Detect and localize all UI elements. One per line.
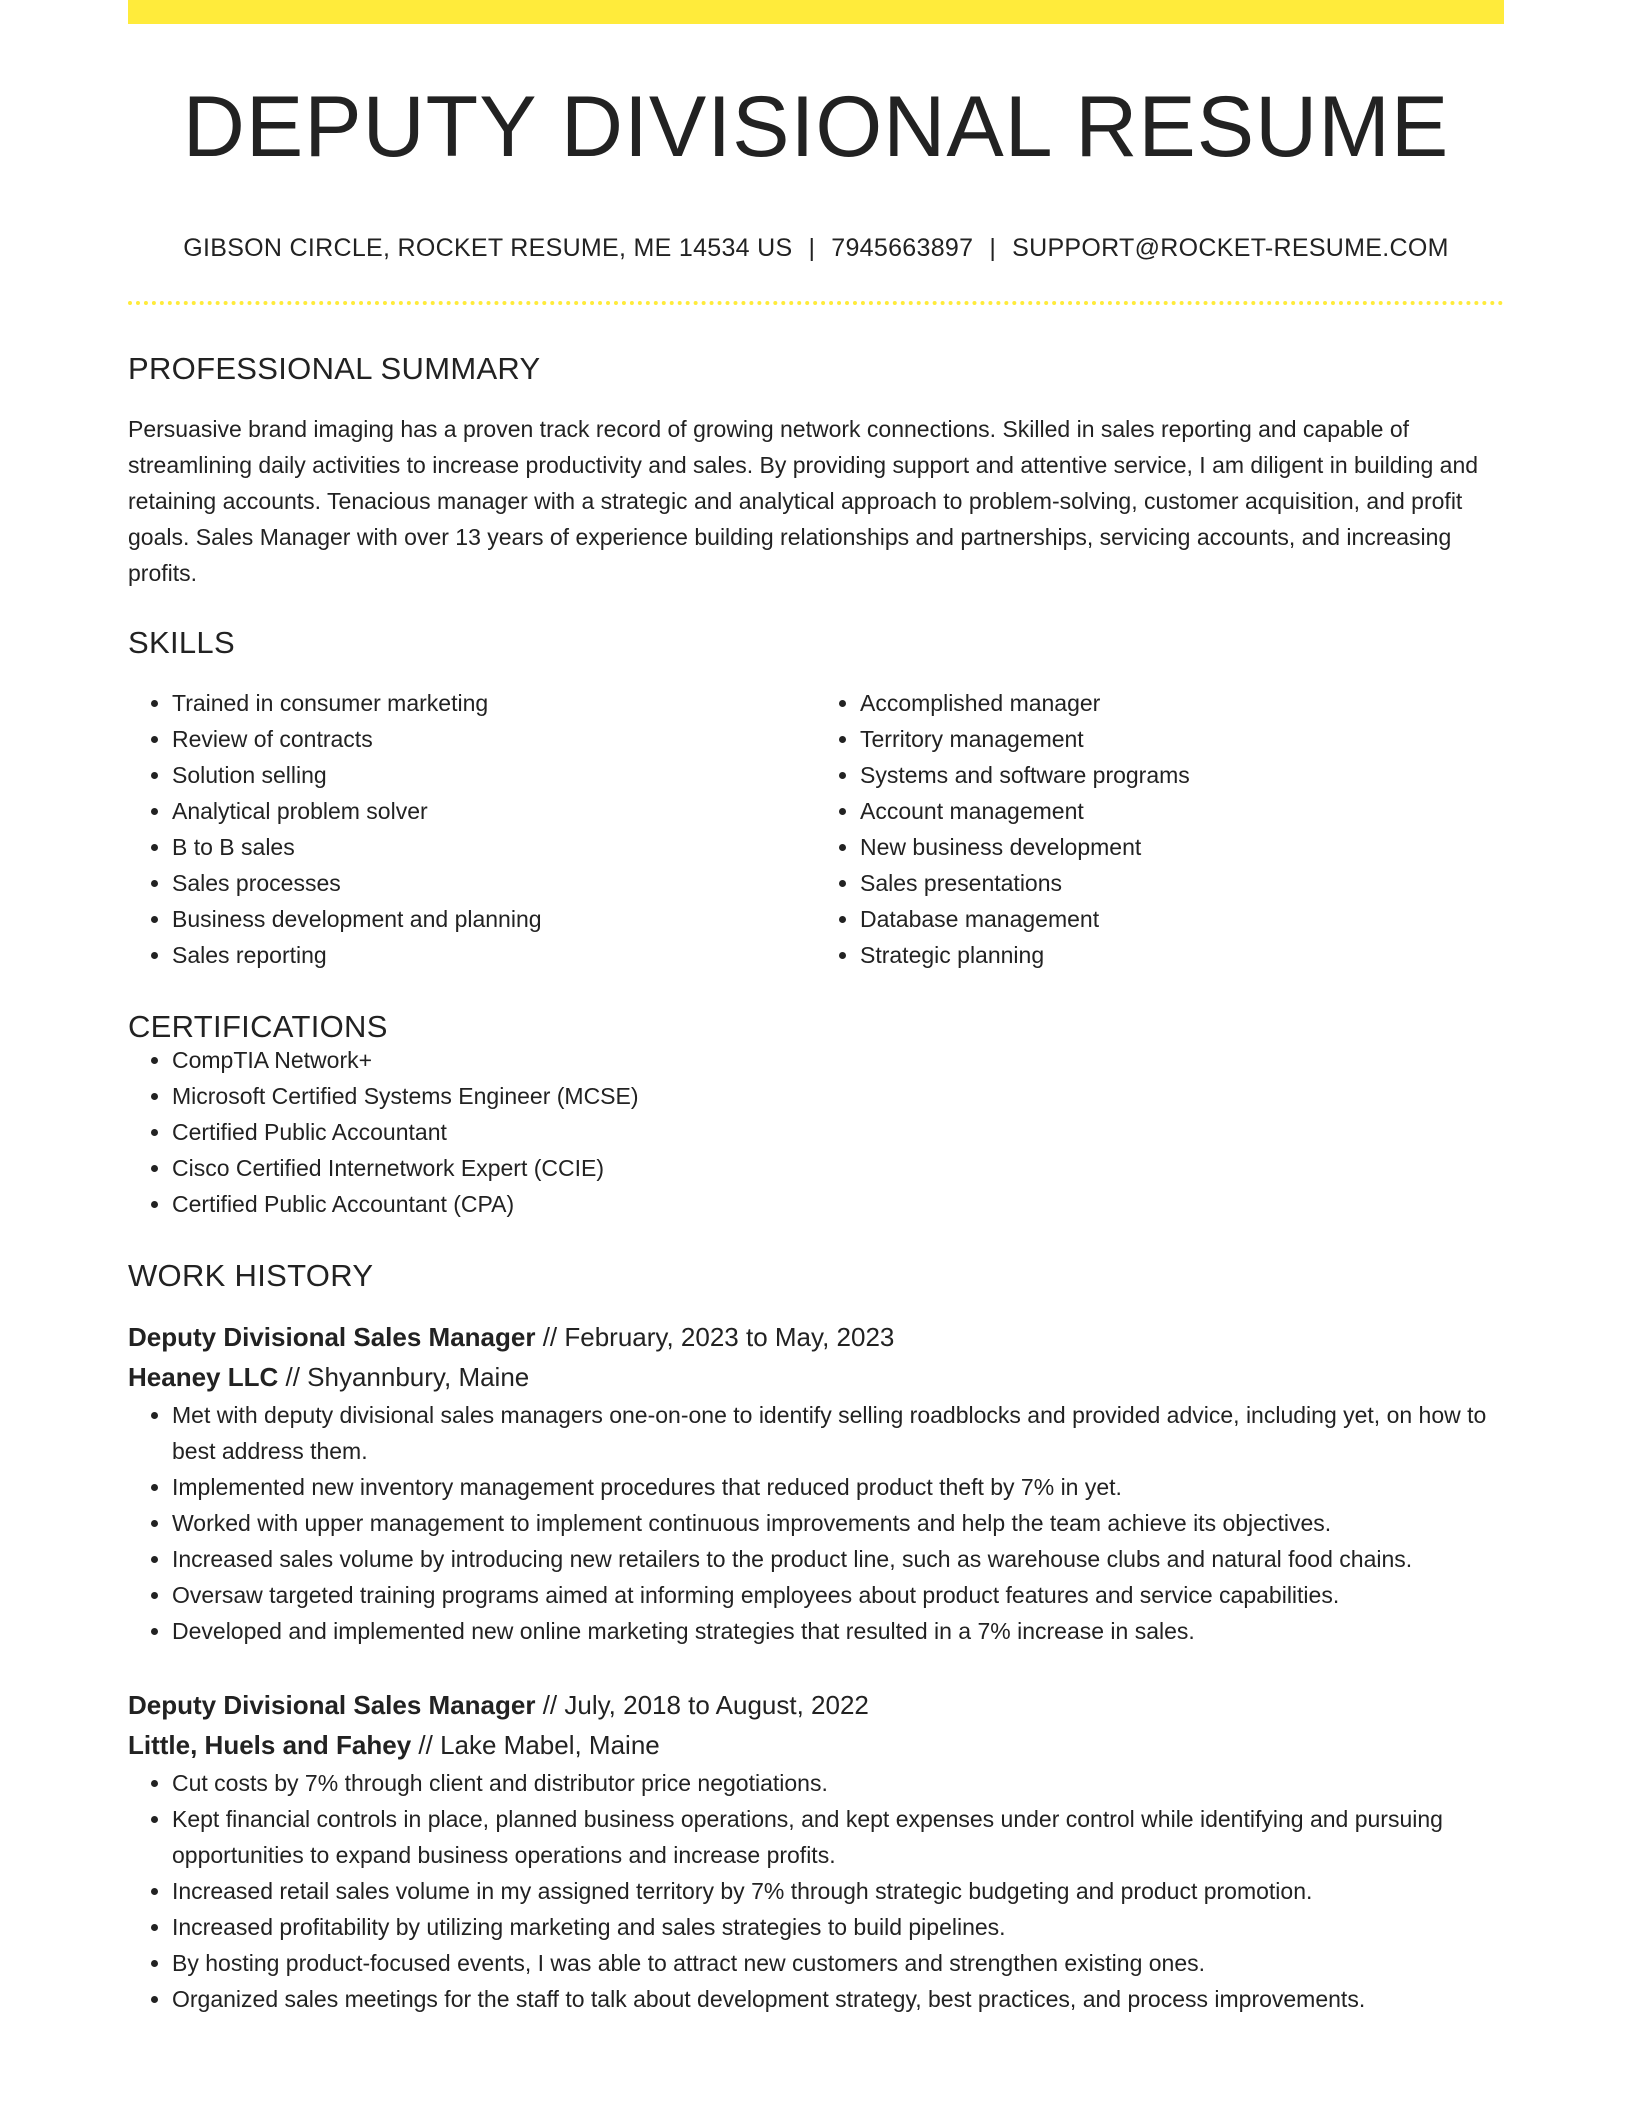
job-bullet: • Implemented new inventory management procedures that reduced product theft by 7% in yet. (172, 1469, 1504, 1505)
summary-text: Persuasive brand imaging has a proven track record of growing network connections. Skilled in sales reporting and capable of streamlining daily activities to increase productivity and sales. By providing support and attentive service, I am diligent in building and retaining accounts. Tenacious manager with a strategic and analytical approach to problem-solving, customer acquisition, and profit goals. Sales Manager with over 13 years of experience building relationships and partnerships, servicing accounts, and increasing profits. (128, 416, 1479, 586)
skill-item: • Strategic planning (860, 937, 1504, 973)
job-dates: // July, 2018 to August, 2022 (535, 1690, 869, 1720)
certifications-list (128, 1042, 1504, 1222)
job-company-line (128, 1725, 1504, 1765)
contact-phone: 7945663897 (831, 234, 974, 262)
skill-item: • Sales processes (172, 865, 816, 901)
skill-item: • Business development and planning (172, 901, 816, 937)
skill-item: • Sales presentations (860, 865, 1504, 901)
skill-item: • Database management (860, 901, 1504, 937)
job-company: Little, Huels and Fahey (128, 1730, 412, 1760)
skills-heading: SKILLS (128, 625, 235, 660)
job-bullet: • Organized sales meetings for the staff to talk about development strategy, best practices, and process improvements. (172, 1981, 1504, 2017)
top-accent-bar (128, 0, 1504, 24)
skill-item: • Solution selling (172, 757, 816, 793)
job-bullet-list (128, 1765, 1504, 2017)
job-bullet: • Increased profitability by utilizing marketing and sales strategies to build pipelines. (172, 1909, 1504, 1945)
job-bullet: • Kept financial controls in place, planned business operations, and kept expenses under control while identifying and pursuing opportunities to expand business operations and increase profits. (172, 1801, 1504, 1873)
job-bullet: • Oversaw targeted training programs aimed at informing employees about product features and service capabilities. (172, 1577, 1504, 1613)
skill-item: • Territory management (860, 721, 1504, 757)
certification-item: • Certified Public Accountant (172, 1114, 1504, 1150)
job-entry (128, 1317, 1504, 1649)
job-location: // Shyannbury, Maine (278, 1362, 530, 1392)
header-divider (128, 301, 1504, 305)
skills-list-right (816, 685, 1504, 973)
skill-item: • Review of contracts (172, 721, 816, 757)
skill-item: • Sales reporting (172, 937, 816, 973)
contact-address: GIBSON CIRCLE, ROCKET RESUME, ME 14534 US (183, 234, 793, 262)
skills-columns (128, 685, 1504, 973)
job-title-line (128, 1685, 1504, 1725)
job-title-line (128, 1317, 1504, 1357)
resume-page (128, 0, 1504, 2017)
contact-separator: | (989, 234, 997, 262)
certification-item: • CompTIA Network+ (172, 1042, 1504, 1078)
certifications-heading: CERTIFICATIONS (128, 1009, 388, 1044)
job-role: Deputy Divisional Sales Manager (128, 1322, 536, 1352)
resume-title: DEPUTY DIVISIONAL RESUME (182, 79, 1450, 175)
certification-item: • Cisco Certified Internetwork Expert (CCIE) (172, 1150, 1504, 1186)
work-history-heading: WORK HISTORY (128, 1258, 374, 1293)
skills-list-left (128, 685, 816, 973)
skill-item: • New business development (860, 829, 1504, 865)
skill-item: • Analytical problem solver (172, 793, 816, 829)
job-role: Deputy Divisional Sales Manager (128, 1690, 536, 1720)
skill-item: • Accomplished manager (860, 685, 1504, 721)
job-bullet: • Worked with upper management to implement continuous improvements and help the team achieve its objectives. (172, 1505, 1504, 1541)
skill-item: • B to B sales (172, 829, 816, 865)
job-bullet: • Developed and implemented new online marketing strategies that resulted in a 7% increase in sales. (172, 1613, 1504, 1649)
contact-line (128, 236, 1504, 261)
skill-item: • Account management (860, 793, 1504, 829)
job-company: Heaney LLC (128, 1362, 279, 1392)
contact-email: SUPPORT@ROCKET-RESUME.COM (1012, 234, 1449, 262)
job-bullet: • Cut costs by 7% through client and distributor price negotiations. (172, 1765, 1504, 1801)
job-bullet: • Increased sales volume by introducing new retailers to the product line, such as warehouse clubs and natural food chains. (172, 1541, 1504, 1577)
certification-item: • Microsoft Certified Systems Engineer (MCSE) (172, 1078, 1504, 1114)
skill-item: • Trained in consumer marketing (172, 685, 816, 721)
job-company-line (128, 1357, 1504, 1397)
job-entry (128, 1685, 1504, 2017)
certification-item: • Certified Public Accountant (CPA) (172, 1186, 1504, 1222)
job-bullet: • Increased retail sales volume in my assigned territory by 7% through strategic budgeting and product promotion. (172, 1873, 1504, 1909)
skill-item: • Systems and software programs (860, 757, 1504, 793)
job-bullet-list (128, 1397, 1504, 1649)
job-bullet: • Met with deputy divisional sales managers one-on-one to identify selling roadblocks and provided advice, including yet, on how to best address them. (172, 1397, 1504, 1469)
job-dates: // February, 2023 to May, 2023 (535, 1322, 895, 1352)
job-bullet: • By hosting product-focused events, I was able to attract new customers and strengthen existing ones. (172, 1945, 1504, 1981)
summary-heading: PROFESSIONAL SUMMARY (128, 351, 541, 386)
contact-separator: | (808, 234, 816, 262)
job-location: // Lake Mabel, Maine (411, 1730, 660, 1760)
